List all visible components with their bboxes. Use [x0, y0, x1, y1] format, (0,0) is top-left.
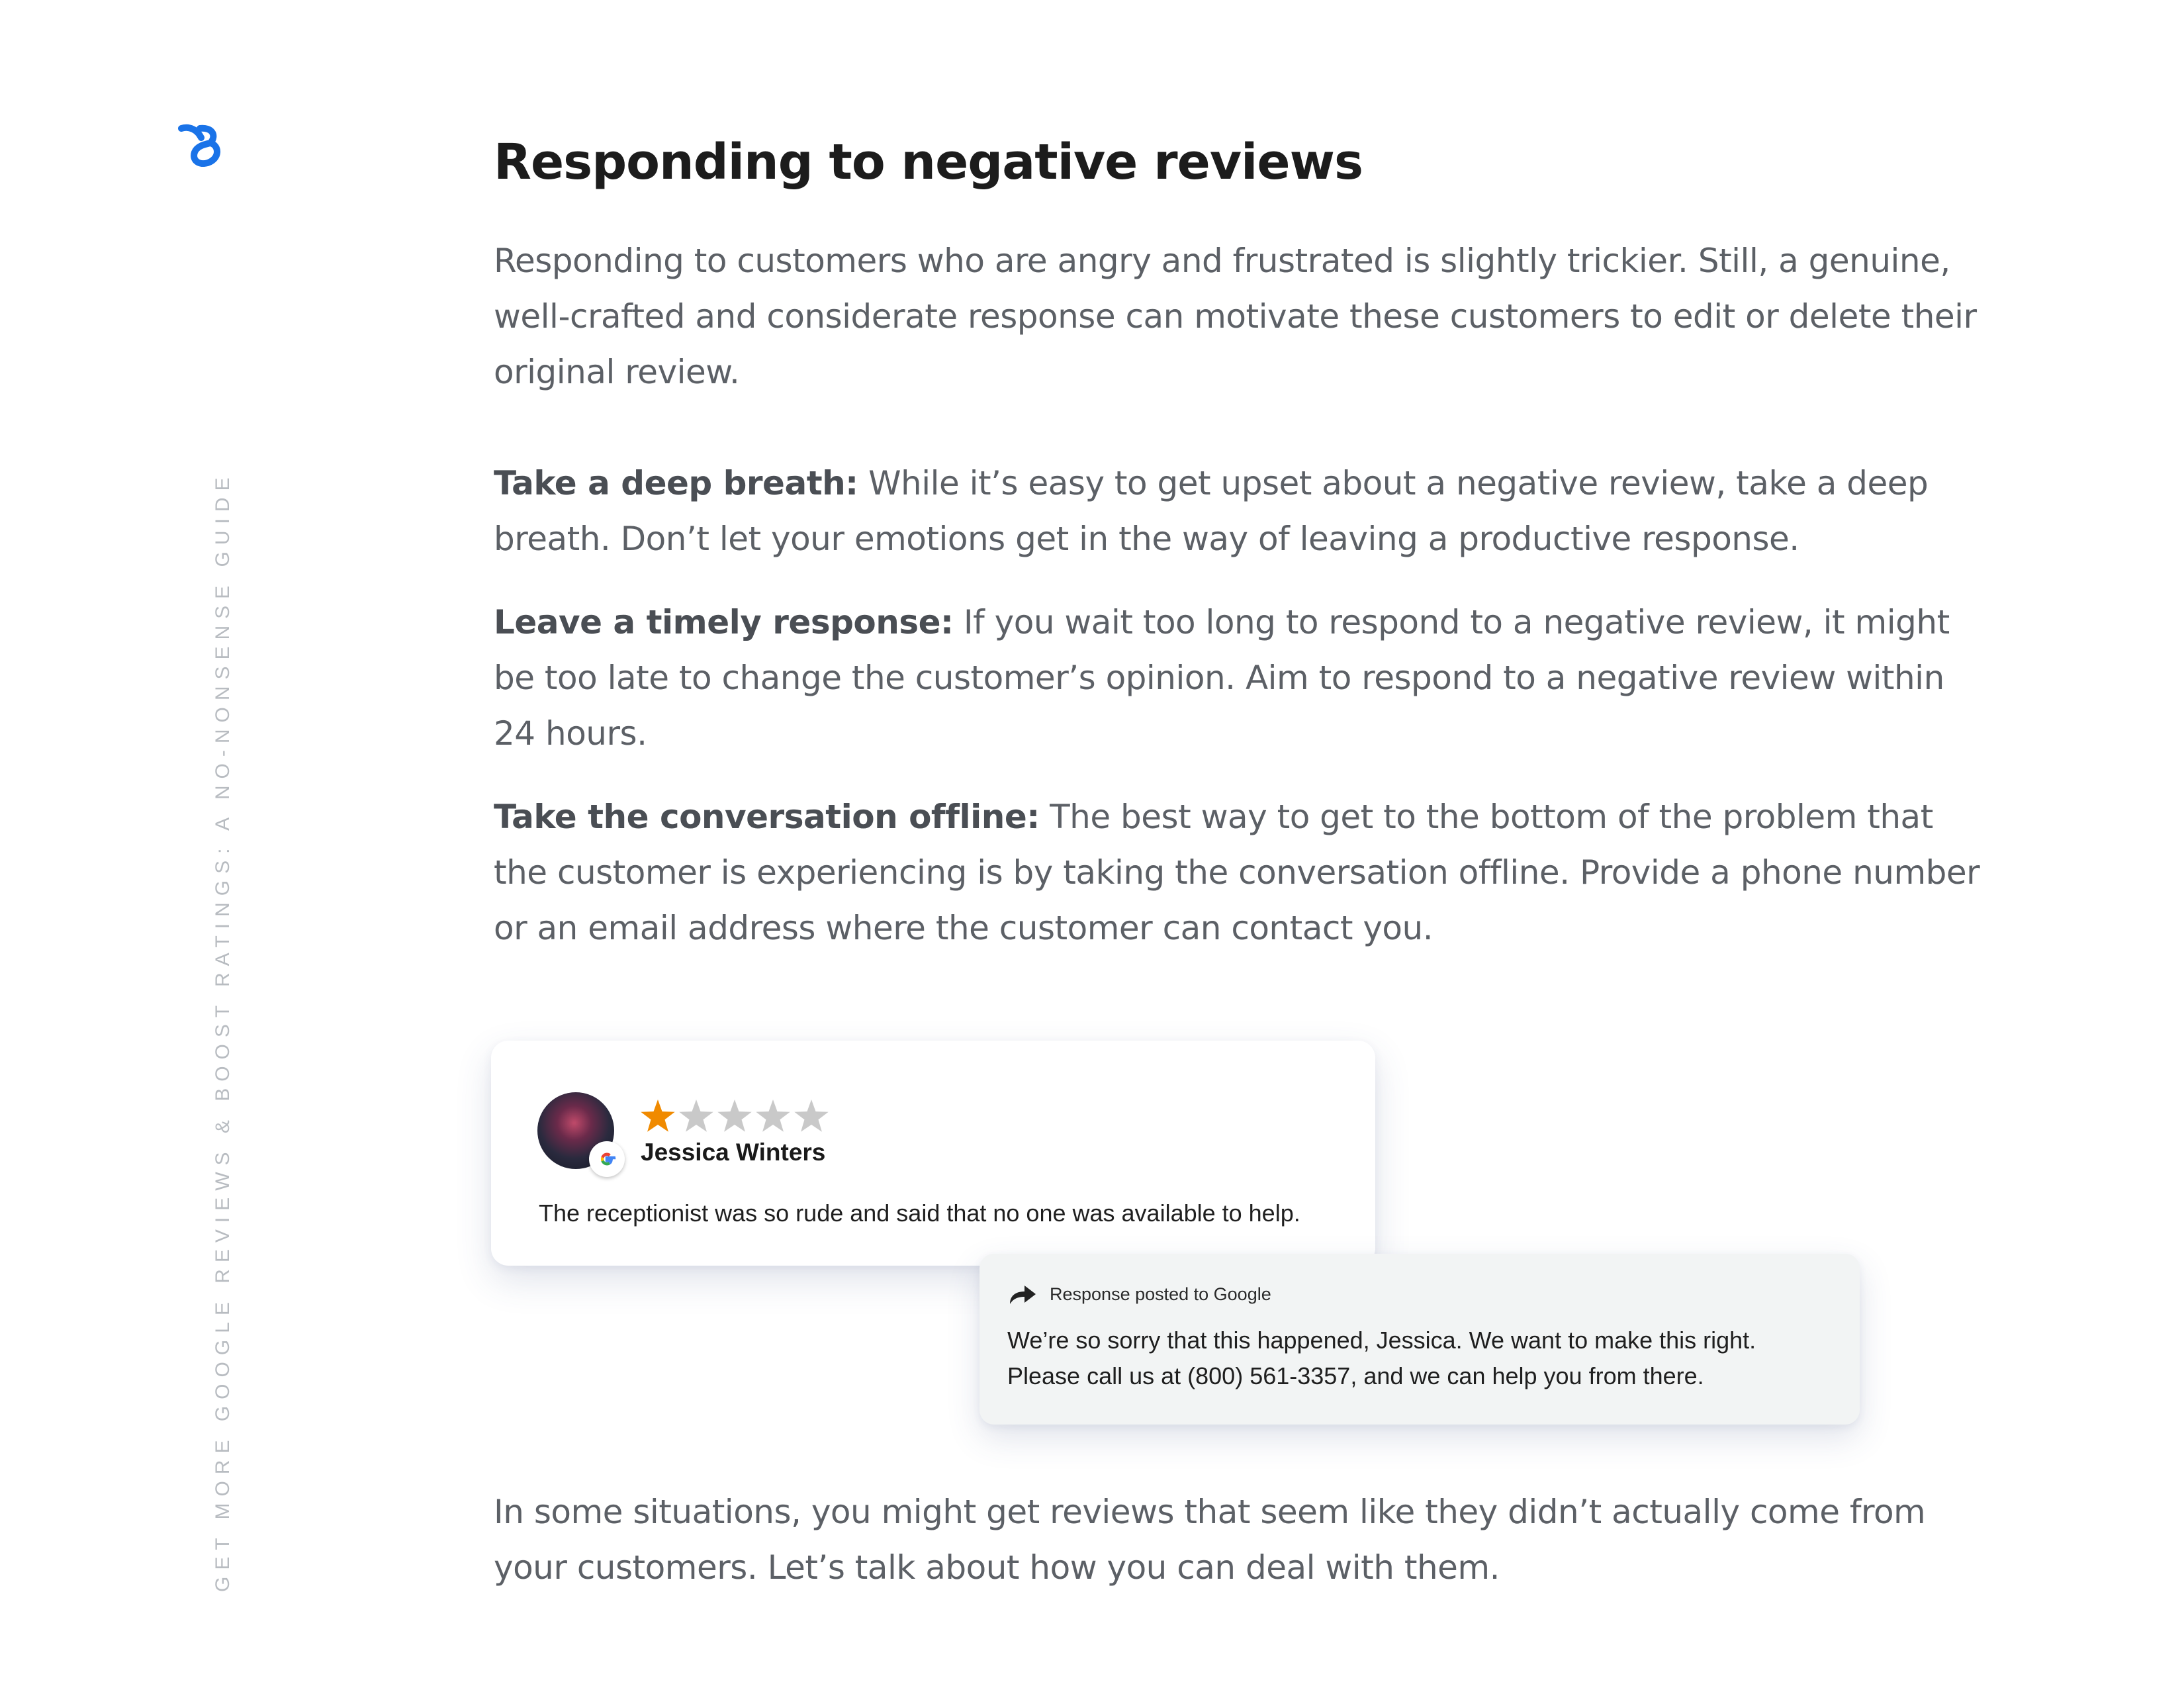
- star-empty-icon: [756, 1100, 790, 1132]
- star-empty-icon: [794, 1100, 828, 1132]
- tip-title: Leave a timely response:: [494, 603, 954, 641]
- response-label: Response posted to Google: [1050, 1284, 1271, 1304]
- tip-offline: [494, 789, 1989, 956]
- google-g-icon: [589, 1141, 625, 1177]
- star-empty-icon: [717, 1100, 751, 1132]
- page-title: Responding to negative reviews: [494, 134, 1363, 191]
- response-line: We’re so sorry that this happened, Jessica. We want to make this right.: [1007, 1327, 1756, 1354]
- tip-title: Take a deep breath:: [494, 464, 858, 502]
- review-card: [491, 1041, 1375, 1266]
- reviewer-name: Jessica Winters: [641, 1139, 826, 1166]
- tip-title: Take the conversation offline:: [494, 798, 1040, 836]
- intro-paragraph: Responding to customers who are angry and frustrated is slightly trickier. Still, a genuine, well-crafted and considerate response can motivate these customers to edit or delete their original review.: [494, 242, 1977, 391]
- main-content: [494, 126, 1989, 956]
- outro-paragraph: In some situations, you might get reviews that seem like they didn’t actually come from your customers. Let’s talk about how you can deal with them.: [494, 1493, 1926, 1587]
- brand-logo-icon: [177, 123, 225, 167]
- star-rating: [639, 1099, 831, 1136]
- star-empty-icon: [679, 1100, 713, 1132]
- star-filled-icon: [641, 1100, 674, 1132]
- review-text: The receptionist was so rude and said that no one was available to help.: [539, 1199, 1300, 1227]
- tip-text: If you wait too long to respond to a negative review, it might be too late to change the customer’s opinion. Aim to respond to a negative review within 24 hours.: [494, 603, 1950, 753]
- response-text: [1007, 1323, 1756, 1394]
- response-card: [979, 1254, 1860, 1425]
- tip-deep-breath: [494, 455, 1989, 567]
- response-line: Please call us at (800) 561-3357, and we can help you from there.: [1007, 1362, 1704, 1389]
- tip-text: While it’s easy to get upset about a negative review, take a deep breath. Don’t let your emotions get in the way of leaving a productive response.: [494, 464, 1929, 558]
- reply-arrow-icon: [1007, 1283, 1038, 1307]
- tip-text: The best way to get to the bottom of the problem that the customer is experiencing is by taking the conversation offline. Provide a phone number or an email address where the customer can contact you.: [494, 798, 1980, 947]
- vertical-guide-label: GET MORE GOOGLE REVIEWS & BOOST RATINGS: A NO-NONSENSE GUIDE: [212, 471, 234, 1592]
- tip-timely-response: [494, 594, 1989, 761]
